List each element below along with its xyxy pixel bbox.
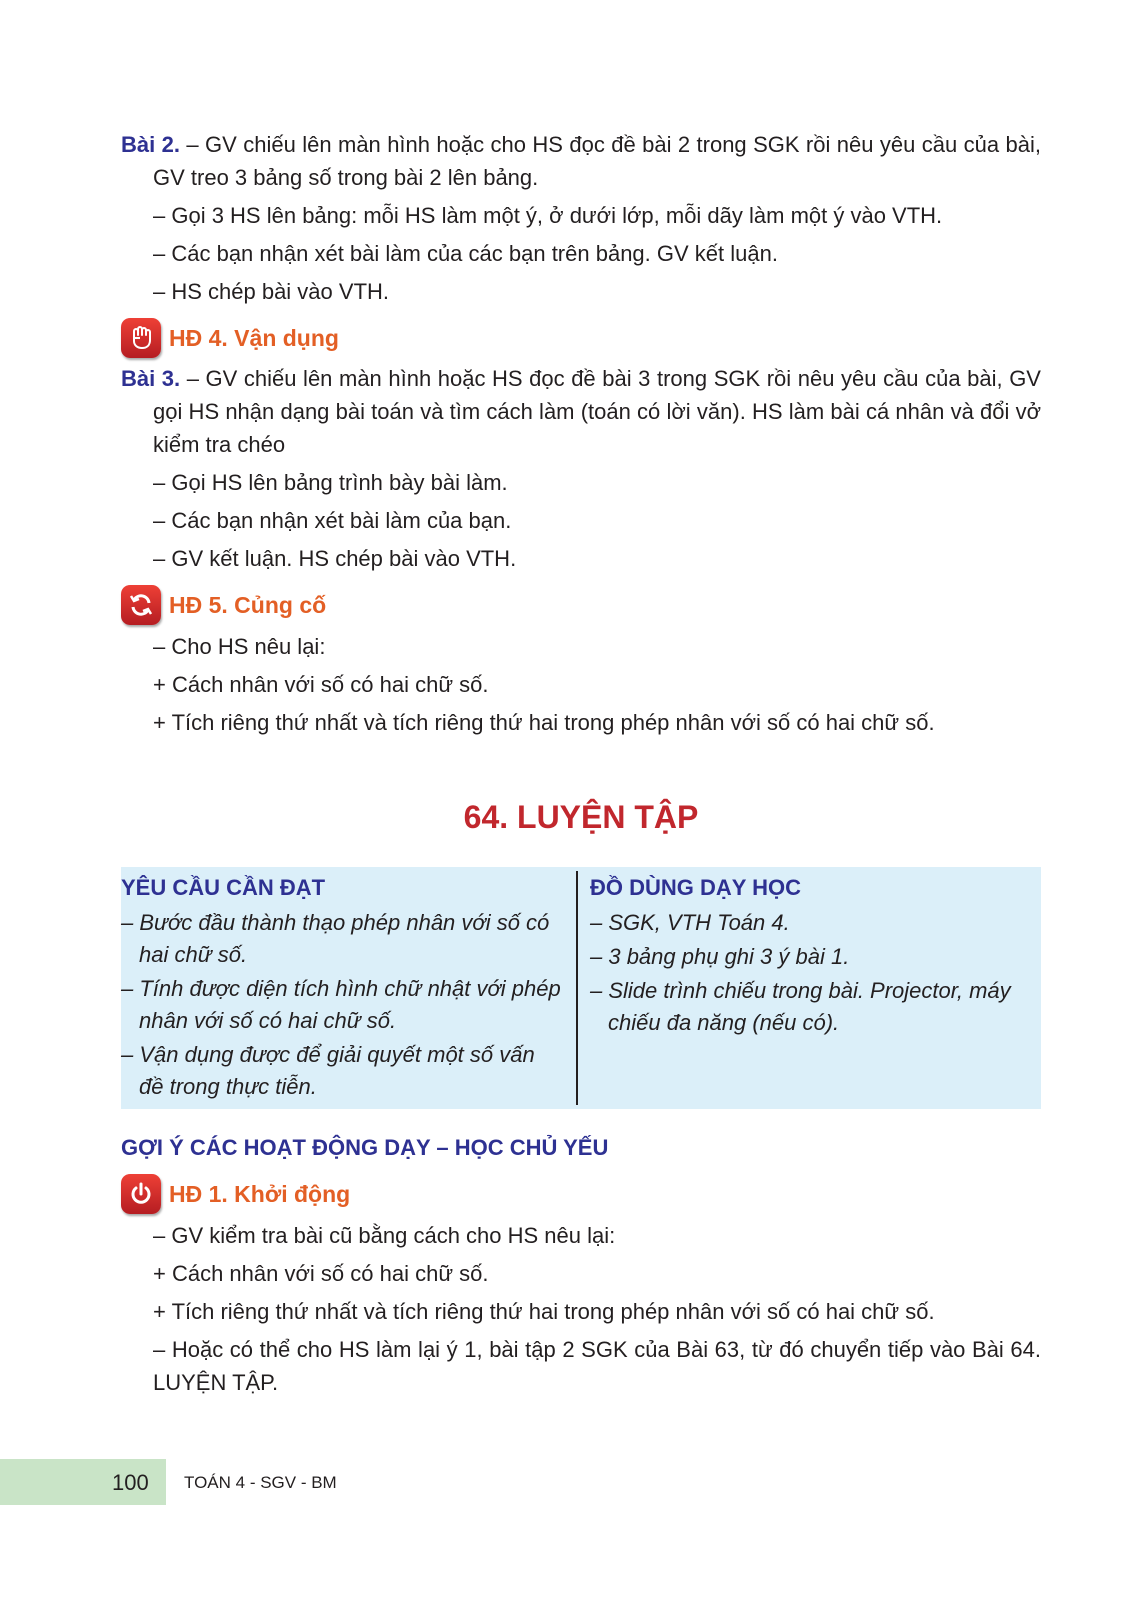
hd1-item: + Tích riêng thứ nhất và tích riêng thứ hai trong phép nhân với số có hai chữ số. [153, 1299, 935, 1324]
hd5-item: + Cách nhân với số có hai chữ số. [153, 672, 489, 697]
bai3-label: Bài 3. [121, 366, 181, 391]
bai2-paragraph [121, 128, 1041, 194]
hd4-heading [121, 318, 1041, 358]
bai3-item: – Gọi HS lên bảng trình bày bài làm. [153, 470, 508, 495]
power-icon [121, 1174, 161, 1214]
requirement-item: – Tính được diện tích hình chữ nhật với phép nhân với số có hai chữ số. [121, 976, 561, 1033]
refresh-cycle-icon [121, 585, 161, 625]
materials-heading: ĐỒ DÙNG DẠY HỌC [590, 875, 802, 900]
activities-title: GỢI Ý CÁC HOẠT ĐỘNG DẠY – HỌC CHỦ YẾU [121, 1135, 609, 1160]
page-content [121, 128, 1041, 1399]
hd1-item: – GV kiểm tra bài cũ bằng cách cho HS nêu lại: [153, 1223, 616, 1248]
hd5-title: HĐ 5. Củng cố [169, 591, 327, 618]
hd1-heading [121, 1174, 1041, 1214]
hd1-item: – Hoặc có thể cho HS làm lại ý 1, bài tập 2 SGK của Bài 63, từ đó chuyển tiếp vào Bài 64. LUYỆN TẬP. [153, 1337, 1041, 1395]
hd1-title: HĐ 1. Khởi động [169, 1180, 351, 1207]
hd4-title: HĐ 4. Vận dụng [169, 324, 339, 351]
requirements-column [121, 871, 578, 1105]
bai3-item: – Các bạn nhận xét bài làm của bạn. [153, 508, 512, 533]
hd5-heading [121, 585, 1041, 625]
bai2-item: – HS chép bài vào VTH. [153, 279, 390, 304]
bai3-paragraph [121, 362, 1041, 461]
bai2-item: – Các bạn nhận xét bài làm của các bạn trên bảng. GV kết luận. [153, 241, 778, 266]
raised-fist-icon [121, 318, 161, 358]
material-item: – SGK, VTH Toán 4. [590, 910, 790, 935]
requirement-item: – Bước đầu thành thạo phép nhân với số có hai chữ số. [121, 910, 550, 967]
materials-column [578, 871, 1041, 1105]
hd5-item: – Cho HS nêu lại: [153, 634, 326, 659]
bai2-item: – Gọi 3 HS lên bảng: mỗi HS làm một ý, ở dưới lớp, mỗi dãy làm một ý vào VTH. [153, 203, 943, 228]
page-number: 100 [112, 1470, 149, 1495]
bai3-item: – GV kết luận. HS chép bài vào VTH. [153, 546, 517, 571]
bai2-label: Bài 2. [121, 132, 180, 157]
requirement-item: – Vận dụng được để giải quyết một số vấn đề trong thực tiễn. [121, 1042, 535, 1099]
material-item: – 3 bảng phụ ghi 3 ý bài 1. [590, 944, 850, 969]
requirements-heading: YÊU CẦU CẦN ĐẠT [121, 875, 326, 900]
hd1-item: + Cách nhân với số có hai chữ số. [153, 1261, 489, 1286]
book-title: TOÁN 4 - SGV - BM [184, 1473, 337, 1492]
material-item: – Slide trình chiếu trong bài. Projector, máy chiếu đa năng (nếu có). [590, 978, 1011, 1035]
hd5-item: + Tích riêng thứ nhất và tích riêng thứ hai trong phép nhân với số có hai chữ số. [153, 710, 935, 735]
bai3-text: – GV chiếu lên màn hình hoặc HS đọc đề bài 3 trong SGK rồi nêu yêu cầu của bài, GV gọi HS nhận dạng bài toán và tìm cách làm (toán có lời văn). HS làm bài cá nhân và đổi vở kiểm tra chéo [153, 366, 1041, 457]
requirements-box [121, 867, 1041, 1109]
lesson-title: 64. LUYỆN TẬP [463, 799, 699, 835]
bai2-text: – GV chiếu lên màn hình hoặc cho HS đọc đề bài 2 trong SGK rồi nêu yêu cầu của bài, GV treo 3 bảng số trong bài 2 lên bảng. [153, 132, 1041, 190]
